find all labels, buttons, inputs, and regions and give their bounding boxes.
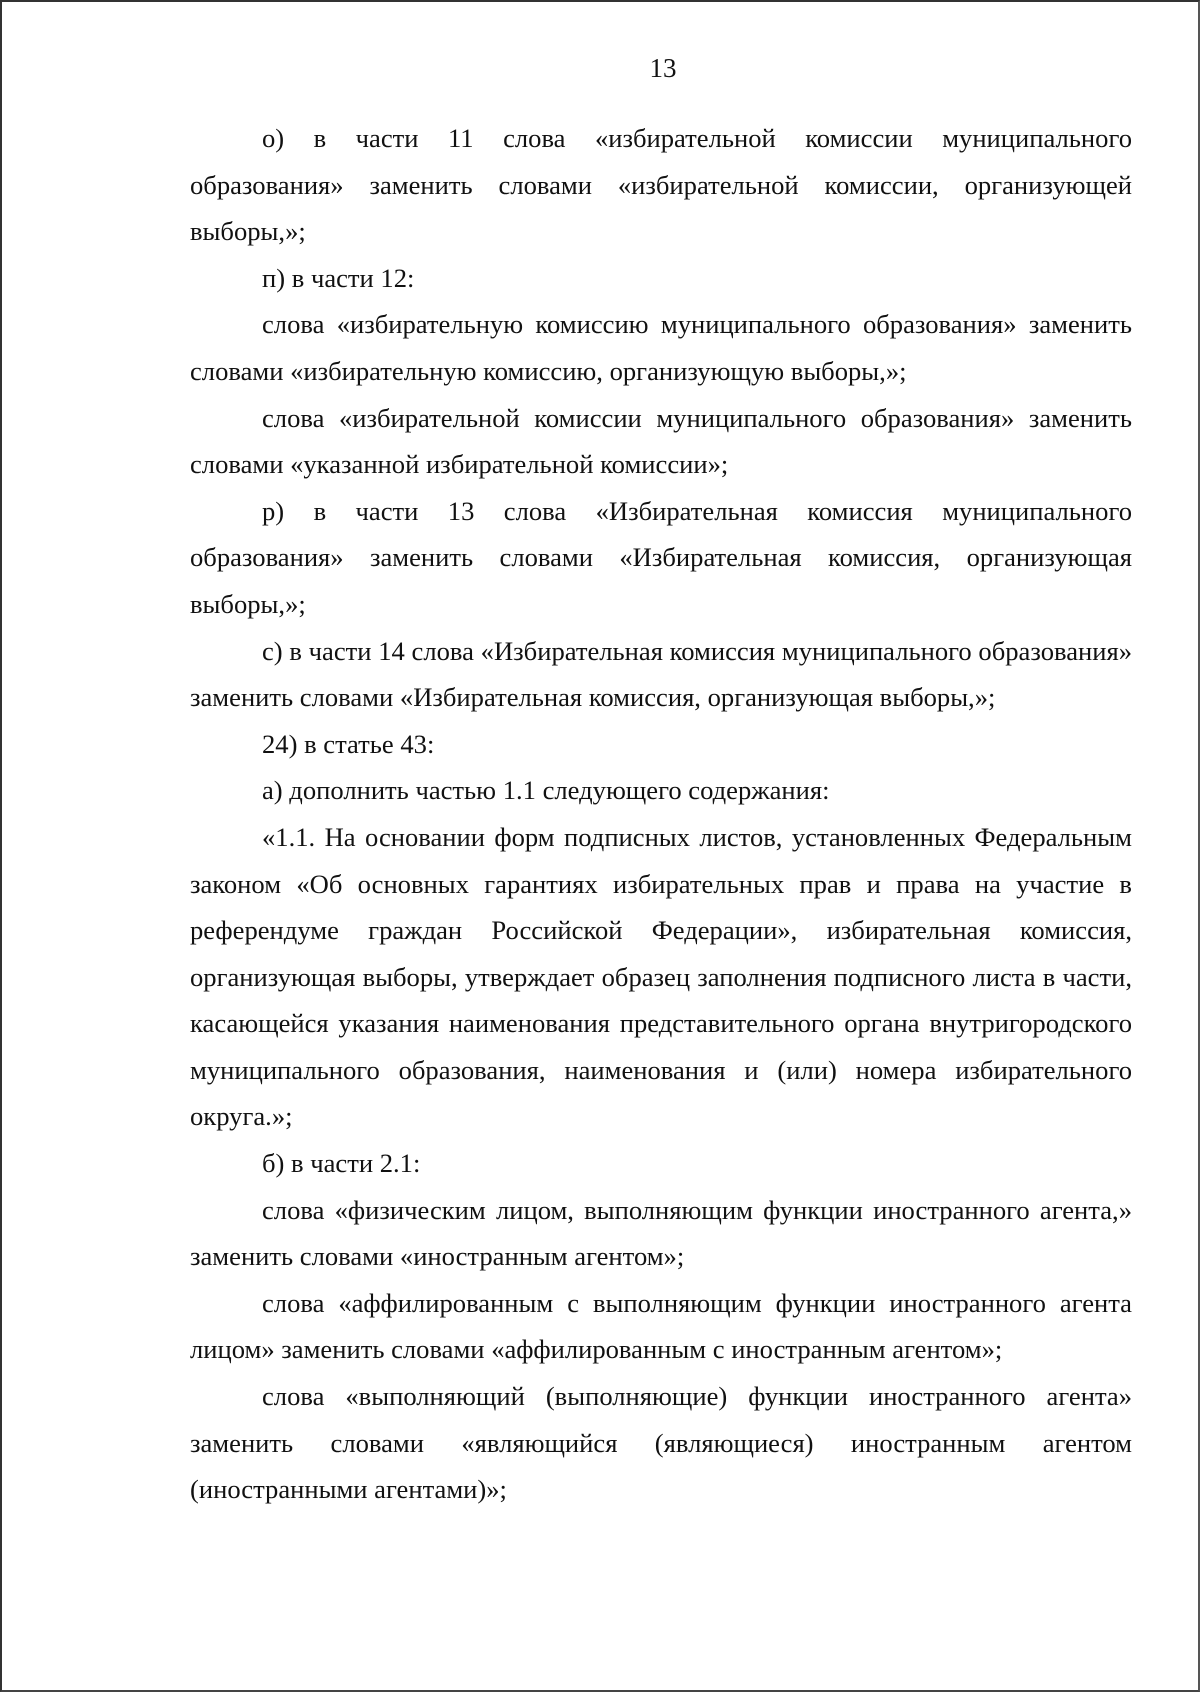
paragraph-p: п) в части 12: — [262, 262, 415, 293]
paragraph-s: с) в части 14 слова «Избирательная комиссия муниципального образования» заменить словами «Избирательная комиссия, организующая выборы,»; — [190, 635, 1132, 713]
paragraph-b-3: слова «выполняющий (выполняющие) функции иностранного агента» заменить словами «являющийся (являющиеся) иностранным агентом (иностранными агентами)»; — [190, 1381, 1132, 1505]
paragraph-1-1: «1.1. На основании форм подписных листов, установленных Федеральным законом «Об основных гарантиях избирательных прав и права на участие в референдуме граждан Российской Федерации», избирательная комиссия, организующая выборы, утверждает образец заполнения подписного листа в части, касающейся указания наименования представительного органа внутригородского муниципального образования, наименования и (или) номера избирательного округа.»; — [190, 821, 1132, 1132]
document-body — [190, 115, 1132, 1513]
paragraph-a: а) дополнить частью 1.1 следующего содержания: — [262, 775, 830, 806]
paragraph-o: о) в части 11 слова «избирательной комиссии муниципального образования» заменить словами «избирательной комиссии, организующей выборы,»; — [190, 123, 1132, 247]
paragraph-b: б) в части 2.1: — [262, 1148, 421, 1179]
page-number: 13 — [649, 53, 677, 83]
paragraph-p-1: слова «избирательную комиссию муниципального образования» заменить словами «избирательную комиссию, организующую выборы,»; — [190, 309, 1132, 386]
paragraph-p-2: слова «избирательной комиссии муниципального образования» заменить словами «указанной избирательной комиссии»; — [190, 402, 1132, 480]
paragraph-24: 24) в статье 43: — [262, 728, 435, 759]
paragraph-r: р) в части 13 слова «Избирательная комиссия муниципального образования» заменить словами «Избирательная комиссия, организующая выборы,»; — [190, 495, 1132, 619]
paragraph-b-2: слова «аффилированным с выполняющим функции иностранного агента лицом» заменить словами «аффилированным с иностранным агентом»; — [190, 1287, 1132, 1365]
paragraph-b-1: слова «физическим лицом, выполняющим функции иностранного агента,» заменить словами «иностранным агентом»; — [190, 1194, 1132, 1272]
